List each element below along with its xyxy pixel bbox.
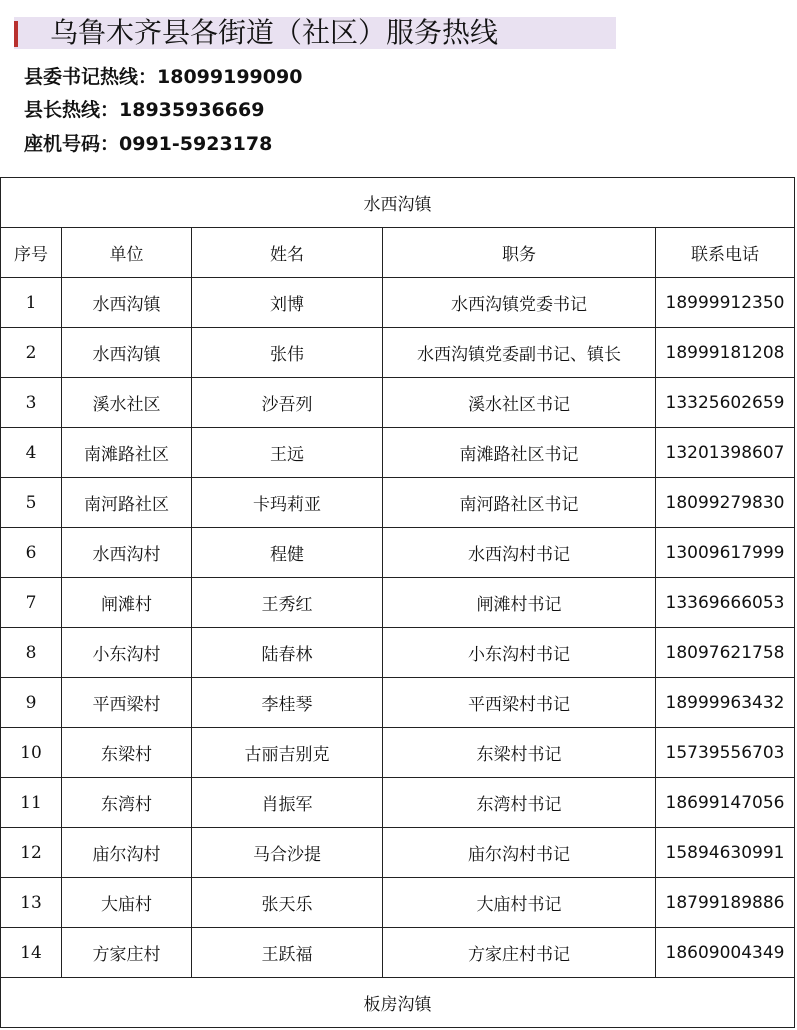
hotline-number: 18935936669	[119, 99, 265, 121]
row-phone: 18999912350	[656, 278, 795, 328]
row-unit: 庙尔沟村	[62, 828, 192, 878]
table-row	[1, 478, 795, 528]
table-row	[1, 678, 795, 728]
row-unit: 南滩路社区	[62, 428, 192, 478]
section-title: 板房沟镇	[1, 978, 795, 1028]
hotline-county-head	[24, 97, 264, 123]
column-header: 职务	[383, 228, 656, 278]
table-row	[1, 528, 795, 578]
row-position: 水西沟镇党委书记	[383, 278, 656, 328]
row-unit: 小东沟村	[62, 628, 192, 678]
row-position: 南河路社区书记	[383, 478, 656, 528]
row-phone: 18097621758	[656, 628, 795, 678]
table-row	[1, 578, 795, 628]
row-name: 沙吾列	[192, 378, 383, 428]
row-unit: 水西沟镇	[62, 328, 192, 378]
row-name: 张天乐	[192, 878, 383, 928]
column-header: 单位	[62, 228, 192, 278]
row-phone: 18799189886	[656, 878, 795, 928]
row-name: 陆春林	[192, 628, 383, 678]
row-position: 大庙村书记	[383, 878, 656, 928]
row-name: 李桂琴	[192, 678, 383, 728]
row-position: 水西沟村书记	[383, 528, 656, 578]
row-index: 9	[1, 678, 62, 728]
row-index: 6	[1, 528, 62, 578]
row-phone: 18609004349	[656, 928, 795, 978]
row-name: 马合沙提	[192, 828, 383, 878]
table-row	[1, 628, 795, 678]
row-index: 11	[1, 778, 62, 828]
row-index: 14	[1, 928, 62, 978]
row-phone: 18099279830	[656, 478, 795, 528]
table-row	[1, 728, 795, 778]
row-position: 庙尔沟村书记	[383, 828, 656, 878]
row-index: 10	[1, 728, 62, 778]
row-unit: 平西梁村	[62, 678, 192, 728]
row-index: 4	[1, 428, 62, 478]
table-row	[1, 328, 795, 378]
row-unit: 溪水社区	[62, 378, 192, 428]
row-phone: 13201398607	[656, 428, 795, 478]
table-row	[1, 778, 795, 828]
hotline-secretary	[24, 64, 302, 90]
row-name: 卡玛莉亚	[192, 478, 383, 528]
row-unit: 水西沟村	[62, 528, 192, 578]
row-index: 2	[1, 328, 62, 378]
column-header: 序号	[1, 228, 62, 278]
row-index: 12	[1, 828, 62, 878]
hotline-number: 18099199090	[157, 66, 303, 88]
section-header-row	[1, 178, 795, 228]
row-index: 5	[1, 478, 62, 528]
row-unit: 大庙村	[62, 878, 192, 928]
row-phone: 15739556703	[656, 728, 795, 778]
table-row	[1, 928, 795, 978]
row-position: 水西沟镇党委副书记、镇长	[383, 328, 656, 378]
row-unit: 东梁村	[62, 728, 192, 778]
row-phone: 18999181208	[656, 328, 795, 378]
row-name: 古丽吉别克	[192, 728, 383, 778]
hotline-landline	[24, 131, 272, 157]
title-banner	[14, 17, 616, 49]
row-phone: 15894630991	[656, 828, 795, 878]
row-name: 王跃福	[192, 928, 383, 978]
row-name: 刘博	[192, 278, 383, 328]
row-position: 平西梁村书记	[383, 678, 656, 728]
row-position: 小东沟村书记	[383, 628, 656, 678]
row-index: 8	[1, 628, 62, 678]
contact-table	[0, 177, 795, 1028]
row-index: 1	[1, 278, 62, 328]
column-header-row	[1, 228, 795, 278]
row-unit: 水西沟镇	[62, 278, 192, 328]
row-index: 7	[1, 578, 62, 628]
section-title: 水西沟镇	[1, 178, 795, 228]
row-index: 13	[1, 878, 62, 928]
row-name: 张伟	[192, 328, 383, 378]
table-row	[1, 378, 795, 428]
title-accent-bar	[14, 21, 18, 47]
row-name: 肖振军	[192, 778, 383, 828]
row-phone: 13009617999	[656, 528, 795, 578]
page-title: 乌鲁木齐县各街道（社区）服务热线	[50, 16, 499, 49]
column-header: 联系电话	[656, 228, 795, 278]
row-phone: 18999963432	[656, 678, 795, 728]
column-header: 姓名	[192, 228, 383, 278]
row-position: 东湾村书记	[383, 778, 656, 828]
row-unit: 方家庄村	[62, 928, 192, 978]
row-position: 南滩路社区书记	[383, 428, 656, 478]
row-name: 王秀红	[192, 578, 383, 628]
row-phone: 13325602659	[656, 378, 795, 428]
row-phone: 18699147056	[656, 778, 795, 828]
row-name: 程健	[192, 528, 383, 578]
row-position: 方家庄村书记	[383, 928, 656, 978]
table-row	[1, 278, 795, 328]
row-index: 3	[1, 378, 62, 428]
hotline-number: 0991-5923178	[119, 133, 273, 155]
table-row	[1, 828, 795, 878]
row-position: 闸滩村书记	[383, 578, 656, 628]
row-unit: 闸滩村	[62, 578, 192, 628]
table-row	[1, 878, 795, 928]
hotline-label: 县长热线：	[24, 99, 120, 121]
row-position: 溪水社区书记	[383, 378, 656, 428]
hotline-label: 县委书记热线：	[24, 66, 158, 88]
row-unit: 南河路社区	[62, 478, 192, 528]
row-position: 东梁村书记	[383, 728, 656, 778]
section-header-row	[1, 978, 795, 1028]
hotline-label: 座机号码：	[24, 133, 120, 155]
row-unit: 东湾村	[62, 778, 192, 828]
table-row	[1, 428, 795, 478]
row-phone: 13369666053	[656, 578, 795, 628]
row-name: 王远	[192, 428, 383, 478]
